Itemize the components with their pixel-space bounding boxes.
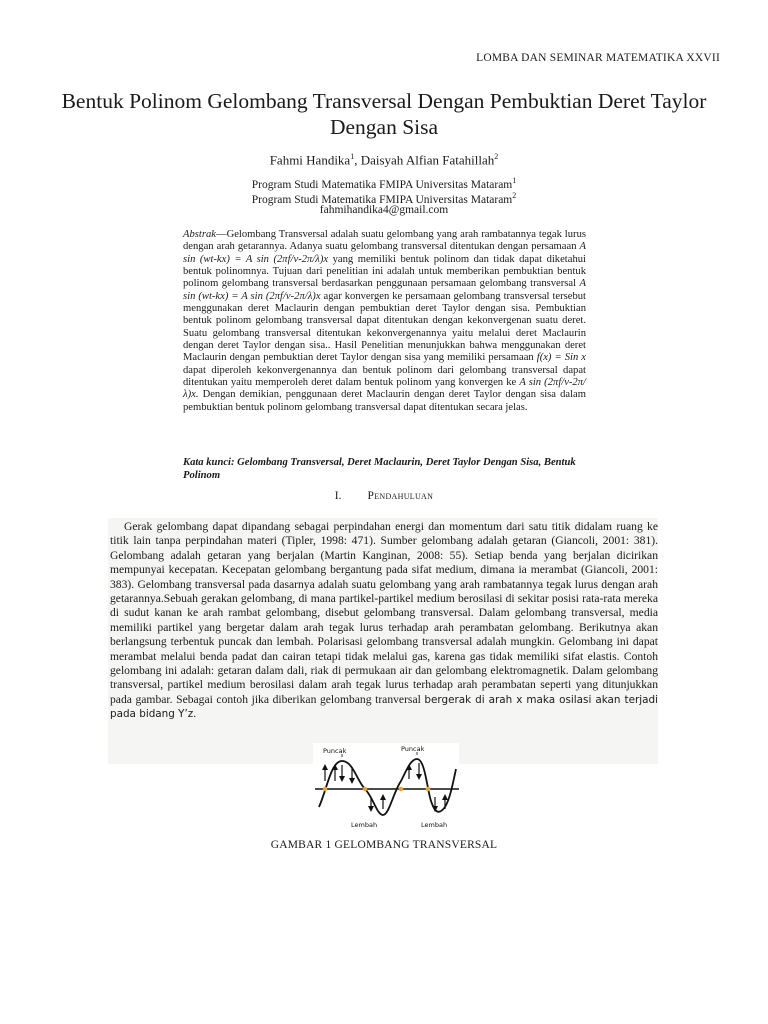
label-crest-1: Puncak xyxy=(323,747,347,755)
author-separator: , xyxy=(354,152,361,168)
body-paragraph xyxy=(110,520,658,722)
author-2-sup: 2 xyxy=(494,152,499,161)
figure-caption: GAMBAR 1 GELOMBANG TRANSVERSAL xyxy=(270,839,498,851)
abstract-text-1: Gelombang Transversal adalah suatu gelombang yang arah rambatannya tegak lurus dengan arah getarannya. Adanya suatu gelombang transversal ditentukan dengan persamaan xyxy=(183,229,586,253)
running-head: LOMBA DAN SEMINAR MATEMATIKA XXVII xyxy=(476,52,720,64)
abstract-text-4: dapat diperoleh kekonvergenannya dan bentuk polinom dari gelombang transversal dapat ditentukan yaitu memperoleh deret dalam bentuk polinom yang konvergen ke xyxy=(183,364,586,389)
author-2: Daisyah Alfian Fatahillah xyxy=(360,152,495,168)
author-1: Fahmi Handika xyxy=(269,152,351,168)
abstract-text-2: yang memiliki bentuk polinom dan tidak dapat diketahui bentuk polinomnya. Tujuan dari penelitian ini adalah untuk memberikan pembuktian bentuk polinom gelombang transversal berdasarkan penggunaan persamaan gelombang transversal xyxy=(183,253,586,290)
abstract-dash: — xyxy=(215,229,227,240)
author-email: fahmihandika4@gmail.com xyxy=(319,204,449,216)
abstract-equation-4: A sin (2πf/v-2π/λ)x. xyxy=(183,377,586,401)
body-text: Gerak gelombang dapat dipandang sebagai perpindahan energi dan momentum dari satu titik didalam ruang ke titik lain tanpa perpindahan materi (Tipler, 1998: 471). Sumber gelombang adalah getaran (Giancoli, 2001: 381). Gelombang adalah getaran yang berjalan (Martin Kanginan, 2008: 55). Setiap benda yang berjalan dicirikan mempunyai kecepatan. Kecepatan gelombang bergantung pada sifat medium, dimana ia merambat (Giancoli, 2001: 383). Gelombang transversal pada dasarnya adalah suatu gelombang yang arah rambatannya tegak lurus dengan arah getarannya.Sebuah gerakan gelombang, di mana partikel-partikel medium berosilasi di sekitar posisi rata-rata mereka di sudut kanan ke arah rambat gelombang, disebut gelombang transversal. Dalam gelombang transversal, media memiliki partikel yang bergetar dalam arah tegak lurus terhadap arah perambatan gelombang. Berikutnya akan berlangsung terbentuk puncak dan lembah. Polarisasi gelombang transversal adalah mungkin. Gelombang ini dapat merambat melalui benda padat dan cairan tetapi tidak melalui gas, karena gas tidak memiliki sifat elastis. Contoh gelombang ini adalah: getaran dalam dali, riak di permukaan air dan gelombang elektromagnetik. Dalam gelombang transversal, partikel medium berosilasi dalam arah tegak lurus terhadap arah perambatan seperti yang ditunjukkan pada gambar. Sebagai contoh jika diberikan gelombang tranversal xyxy=(110,520,658,706)
label-trough-1: Lembah xyxy=(351,821,378,829)
body-end: . xyxy=(193,707,197,721)
wave-diagram xyxy=(313,743,459,831)
equilibrium-point-1 xyxy=(323,787,328,792)
keywords: Kata kunci: Gelombang Transversal, Deret Maclaurin, Deret Taylor Dengan Sisa, Bentuk Polinom xyxy=(183,457,576,481)
abstract-equation-1: A sin (wt-kx) = A sin (2πf/v-2π/λ)x xyxy=(183,241,586,265)
abstract-equation-3: f(x) = Sin x xyxy=(536,352,586,364)
section-number: I. xyxy=(334,490,342,502)
label-crest-2: Puncak xyxy=(401,745,425,753)
paper-title: Bentuk Polinom Gelombang Transversal Dengan Pembuktian Deret Taylor Dengan Sisa xyxy=(61,89,707,139)
abstract-text-3: agar konvergen ke persamaan gelombang transversal tersebut menggunakan deret Maclaurin dengan pembuktian deret Taylor dengan sisa. Pembuktian bentuk polinom gelombang transversal dapat ditentukan dengan kekonvergenan suatu deret. Suatu gelombang transversal ditentukan kekonvergenannya yaitu melalui deret Maclaurin dengan deret Taylor dengan sisa.. Hasil Penelitian menunjukkan bahwa menggunakan deret Maclaurin dengan pembuktian deret Taylor dengan sisa yang memiliki persamaan xyxy=(183,290,586,364)
label-trough-2: Lembah xyxy=(421,821,448,829)
abstract-equation-2: A sin (wt-kx) = A sin (2πf/v-2π/λ)x xyxy=(183,278,586,302)
affiliation-1-sup: 1 xyxy=(512,176,517,185)
transverse-wave-figure xyxy=(313,743,459,831)
equilibrium-point-4 xyxy=(426,787,431,792)
section-heading xyxy=(0,490,768,502)
abstract-text-5: Dengan demikian, penggunaan deret Maclaurin dengan deret Taylor dengan sisa dalam pembuktian bentuk polinom gelombang transversal dapat ditentukan secara jelas. xyxy=(183,389,586,413)
handwritten-text: bergerak di arah x maka osilasi akan terjadi pada bidang Y’z xyxy=(110,693,658,721)
equilibrium-point-2 xyxy=(363,787,368,792)
affiliation-1-text: Program Studi Matematika FMIPA Universitas Mataram xyxy=(251,178,513,191)
section-title: Pendahuluan xyxy=(367,490,434,502)
author-line xyxy=(0,152,768,168)
equilibrium-point-3 xyxy=(399,787,404,792)
abstract-label: Abstrak xyxy=(183,229,216,240)
abstract xyxy=(183,229,586,414)
affiliation-2-sup: 2 xyxy=(512,191,517,200)
author-1-sup: 1 xyxy=(350,152,355,161)
affiliation-2-text: Program Studi Matematika FMIPA Universitas Mataram xyxy=(251,193,513,206)
